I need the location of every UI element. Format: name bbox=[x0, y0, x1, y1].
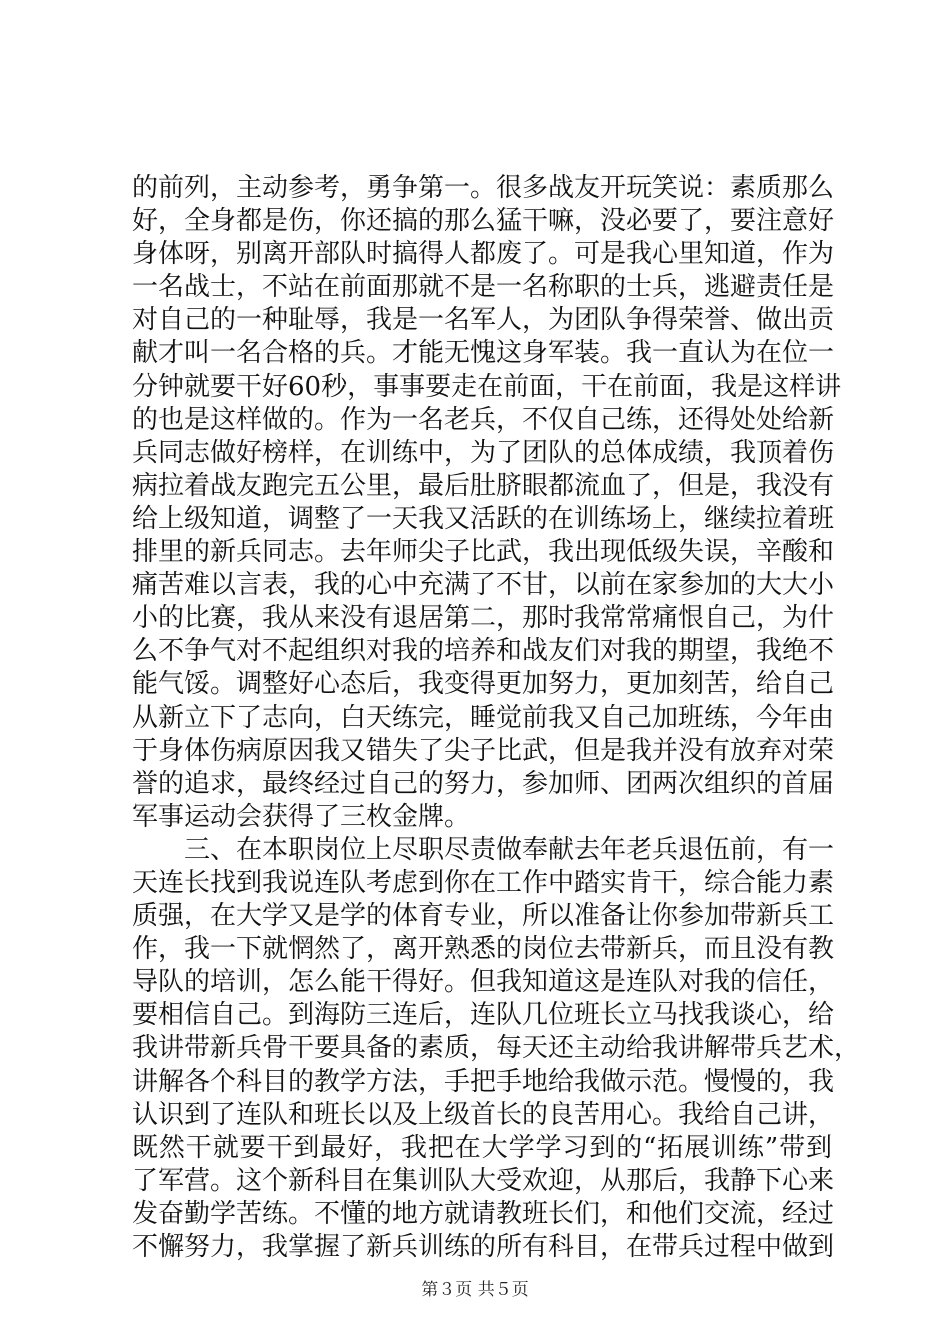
text-line: 不懈努力，我掌握了新兵训练的所有科目，在带兵过程中做到 bbox=[132, 1232, 835, 1262]
text-line: 小的比赛，我从来没有退居第二，那时我常常痛恨自己，为什 bbox=[132, 603, 835, 634]
text-line: 质强，在大学又是学的体育专业，所以准备让你参加带新兵工 bbox=[132, 901, 835, 932]
text-line: 能气馁。调整好心态后，我变得更加努力，更加刻苦，给自己 bbox=[132, 669, 835, 700]
text-line: 对自己的一种耻辱，我是一名军人，为团队争得荣誉、做出贡 bbox=[132, 305, 835, 336]
section-heading-line: 三、在本职岗位上尽职尽责做奉献去年老兵退伍前，有一 bbox=[132, 834, 835, 865]
text-line: 了军营。这个新科目在集训队大受欢迎，从那后，我静下心来 bbox=[132, 1165, 835, 1196]
text-line: 献才叫一名合格的兵。才能无愧这身军装。我一直认为在位一 bbox=[132, 338, 835, 369]
text-line: 发奋勤学苦练。不懂的地方就请教班长们，和他们交流，经过 bbox=[132, 1198, 835, 1229]
text-line: 么不争气对不起组织对我的培养和战友们对我的期望，我绝不 bbox=[132, 636, 835, 667]
text-line: 给上级知道，调整了一天我又活跃的在训练场上，继续拉着班 bbox=[132, 503, 835, 534]
document-body bbox=[132, 172, 861, 1264]
page-number-footer: 第３页 共５页 bbox=[421, 1280, 529, 1300]
text-line: 导队的培训，怎么能干得好。但我知道这是连队对我的信任， bbox=[132, 967, 835, 998]
text-line: 讲解各个科目的教学方法，手把手地给我做示范。慢慢的，我 bbox=[132, 1066, 835, 1097]
text-line: 天连长找到我说连队考虑到你在工作中踏实肯干，综合能力素 bbox=[132, 867, 835, 898]
text-line: 要相信自己。到海防三连后，连队几位班长立马找我谈心，给 bbox=[132, 1000, 835, 1031]
text-line: 一名战士，不站在前面那就不是一名称职的士兵，逃避责任是 bbox=[132, 272, 835, 303]
text-line: 认识到了连队和班长以及上级首长的良苦用心。我给自己讲， bbox=[132, 1099, 835, 1130]
text-line: 从新立下了志向，白天练完，睡觉前我又自己加班练，今年由 bbox=[132, 702, 835, 733]
text-line: 痛苦难以言表，我的心中充满了不甘，以前在家参加的大大小 bbox=[132, 570, 835, 601]
text-line: 的前列，主动参考，勇争第一。很多战友开玩笑说：素质那么 bbox=[132, 173, 835, 203]
text-line: 身体呀，别离开部队时搞得人都废了。可是我心里知道，作为 bbox=[132, 239, 835, 270]
text-line: 分钟就要干好60秒，事事要走在前面，干在前面，我是这样讲 bbox=[132, 371, 842, 402]
text-line: 我讲带新兵骨干要具备的素质，每天还主动给我讲解带兵艺术， bbox=[132, 1033, 861, 1064]
text-line: 兵同志做好榜样，在训练中，为了团队的总体成绩，我顶着伤 bbox=[132, 437, 835, 468]
text-line: 既然干就要干到最好，我把在大学学习到的“拓展训练”带到 bbox=[132, 1132, 832, 1163]
text-line: 好，全身都是伤，你还搞的那么猛干嘛，没必要了，要注意好 bbox=[132, 206, 835, 237]
text-line: 排里的新兵同志。去年师尖子比武，我出现低级失误，辛酸和 bbox=[132, 537, 835, 568]
text-line: 于身体伤病原因我又错失了尖子比武，但是我并没有放弃对荣 bbox=[132, 735, 835, 766]
text-line: 誉的追求，最终经过自己的努力，参加师、团两次组织的首届 bbox=[132, 768, 835, 799]
paragraph-end-line: 军事运动会获得了三枚金牌。 bbox=[132, 801, 471, 832]
text-line: 的也是这样做的。作为一名老兵，不仅自己练，还得处处给新 bbox=[132, 404, 835, 435]
text-line: 作，我一下就惘然了，离开熟悉的岗位去带新兵，而且没有教 bbox=[132, 934, 835, 965]
text-line: 病拉着战友跑完五公里，最后肚脐眼都流血了，但是，我没有 bbox=[132, 470, 835, 501]
